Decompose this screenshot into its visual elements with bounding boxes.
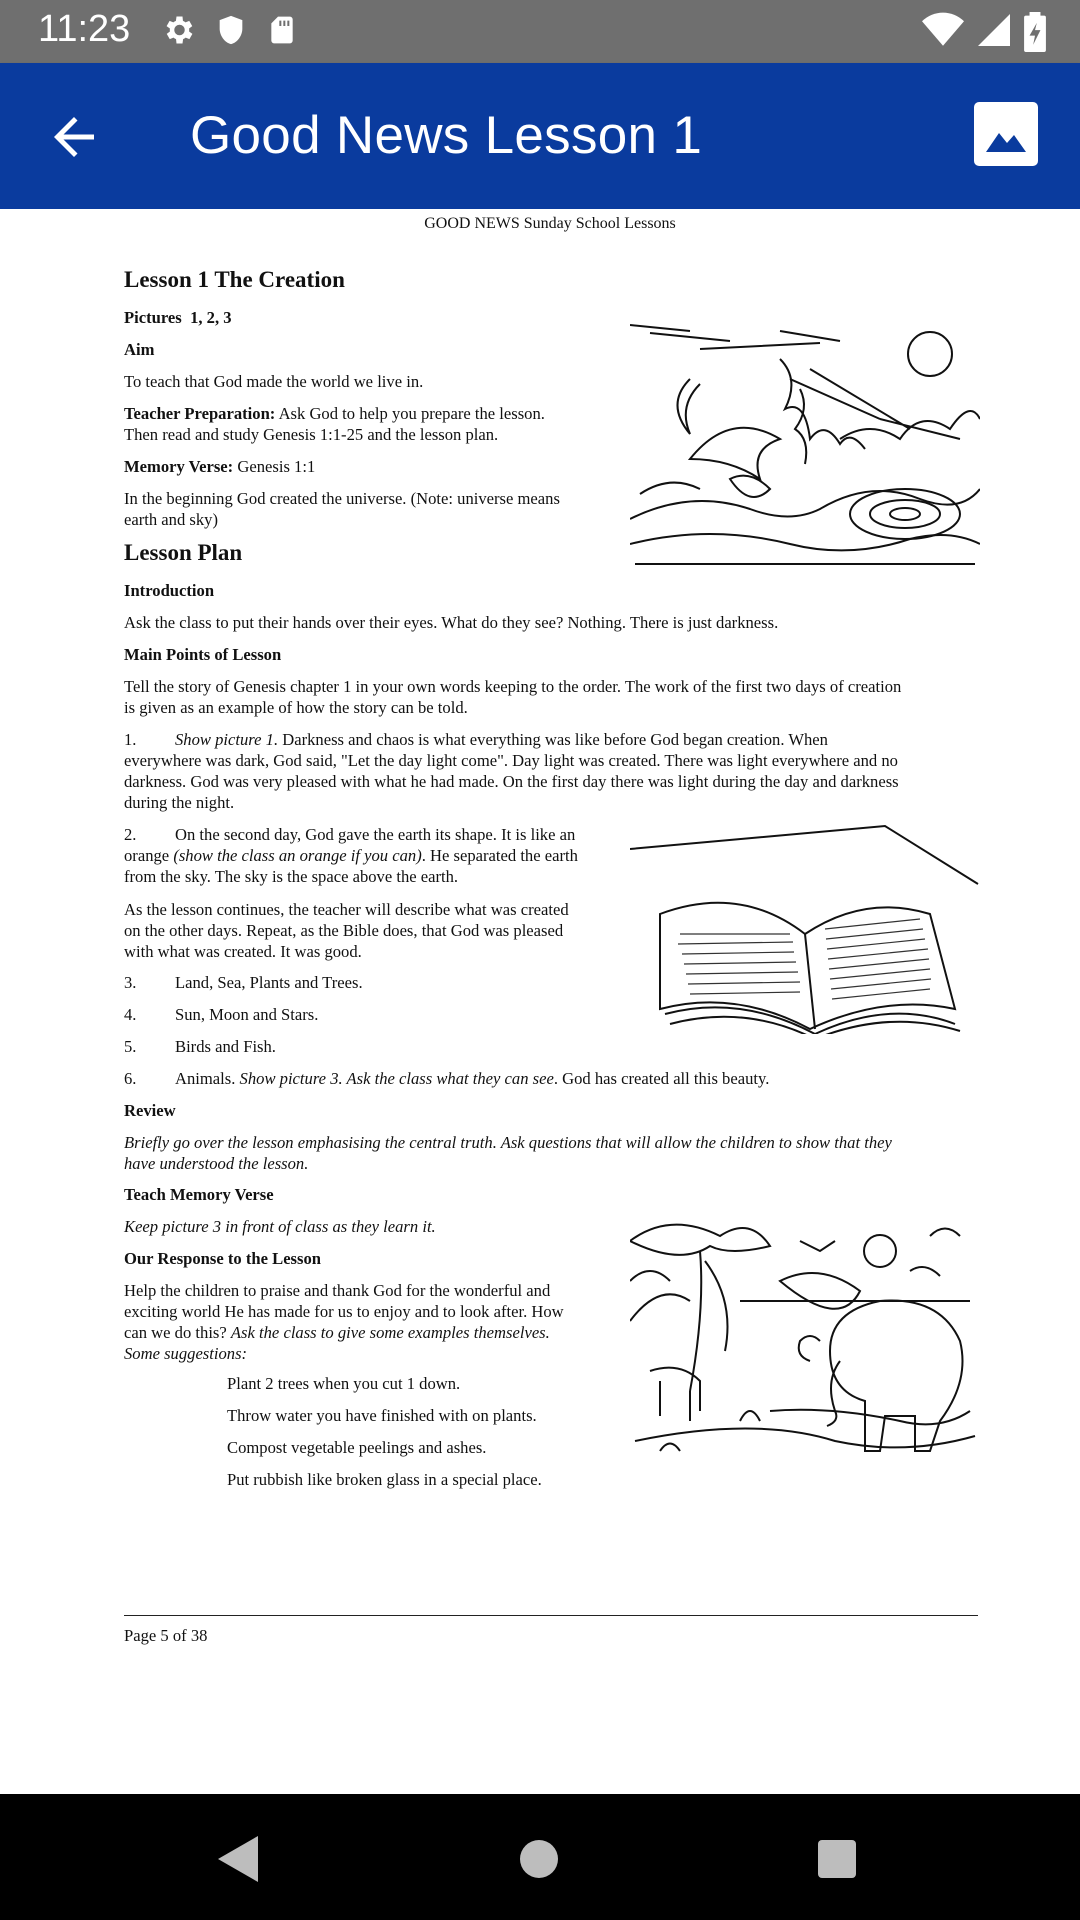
main-points-heading: Main Points of Lesson	[124, 645, 282, 664]
suggestion-item: Throw water you have finished with on plants.	[227, 1406, 537, 1425]
point-4: 4. Sun, Moon and Stars.	[124, 1005, 319, 1024]
document-header: GOOD NEWS Sunday School Lessons	[424, 215, 676, 232]
aim-heading: Aim	[124, 340, 155, 359]
status-time: 11:23	[38, 8, 131, 50]
app-bar	[0, 63, 1080, 209]
suggestion-item: Plant 2 trees when you cut 1 down.	[227, 1374, 461, 1393]
lesson-plan-heading: Lesson Plan	[124, 540, 243, 565]
memory-verse-text: In the beginning God created the universe. (Note: universe means earth and sky)	[124, 489, 560, 529]
nav-back-button[interactable]	[218, 1836, 258, 1887]
aim-text: To teach that God made the world we live in.	[124, 372, 424, 391]
signal-icon	[978, 12, 1010, 52]
pictures-line: Pictures 1, 2, 3	[124, 308, 232, 327]
teach-memory-verse-heading: Teach Memory Verse	[124, 1185, 274, 1204]
memory-verse: Memory Verse: Genesis 1:1	[124, 457, 316, 476]
creation-illustration	[630, 319, 980, 569]
suggestion-item: Put rubbish like broken glass in a special place.	[227, 1470, 542, 1489]
main-points-text: Tell the story of Genesis chapter 1 in your own words keeping to the order. The work of the first two days of creation is given as an example of how the story can be told.	[124, 677, 902, 717]
footer-rule	[124, 1615, 978, 1616]
nav-home-button[interactable]	[520, 1840, 558, 1878]
open-book-illustration	[630, 824, 980, 1034]
shield-icon	[214, 12, 248, 48]
animals-illustration	[630, 1221, 980, 1466]
suggestion-item: Compost vegetable peelings and ashes.	[227, 1438, 487, 1457]
settings-icon	[160, 12, 196, 48]
page-number: Page 5 of 38	[124, 1626, 208, 1645]
image-icon	[986, 116, 1026, 152]
introduction-text: Ask the class to put their hands over their eyes. What do they see? Nothing. There is just darkness.	[124, 613, 779, 632]
back-button[interactable]	[44, 107, 104, 167]
status-bar	[0, 0, 1080, 63]
response-heading: Our Response to the Lesson	[124, 1249, 321, 1268]
review-text: Briefly go over the lesson emphasising the central truth. Ask questions that will allow the children to show that they have understood the lesson.	[124, 1133, 892, 1173]
document-page[interactable]	[0, 209, 1080, 1794]
page-title: Good News Lesson 1	[190, 106, 703, 165]
introduction-heading: Introduction	[124, 581, 215, 600]
teach-memory-verse-text: Keep picture 3 in front of class as they learn it.	[124, 1217, 436, 1236]
review-heading: Review	[124, 1101, 176, 1120]
lesson-title: Lesson 1 The Creation	[124, 267, 345, 292]
point-3: 3. Land, Sea, Plants and Trees.	[124, 973, 363, 992]
point-2: 2. On the second day, God gave the earth its shape. It is like an orange (show the class an orange if you can). He separated the earth from the sky. The sky is the space above the earth.	[124, 825, 578, 886]
navigation-bar	[0, 1794, 1080, 1920]
sd-card-icon	[266, 12, 298, 48]
nav-recents-button[interactable]	[818, 1840, 856, 1878]
image-button[interactable]	[974, 102, 1038, 166]
battery-icon	[1024, 12, 1046, 52]
wifi-icon	[922, 12, 964, 52]
lesson-continues-text: As the lesson continues, the teacher will describe what was created on the other days. Repeat, as the Bible does, that God was pleased with what was created. It was good.	[124, 900, 569, 961]
point-1: 1. Show picture 1. Darkness and chaos is what everything was like before God began creation. When everywhere was dark, God said, "Let the day light come". Day light was created. There was light everywhere and no darkness. God was very pleased with what he had made. On the first day there was light during the day and darkness during the night.	[124, 730, 899, 812]
arrow-back-icon	[44, 107, 104, 167]
point-6: 6. Animals. Show picture 3. Ask the class what they can see. God has created all this beauty.	[124, 1069, 770, 1088]
point-5: 5. Birds and Fish.	[124, 1037, 276, 1056]
teacher-prep: Teacher Preparation: Ask God to help you prepare the lesson. Then read and study Genesis 1:1-25 and the lesson plan.	[124, 404, 545, 444]
triangle-back-icon	[218, 1836, 258, 1882]
response-text: Help the children to praise and thank God for the wonderful and exciting world He has made for us to enjoy and to look after. How can we do this? Ask the class to give some examples themselves. Some suggestions:	[124, 1281, 564, 1363]
